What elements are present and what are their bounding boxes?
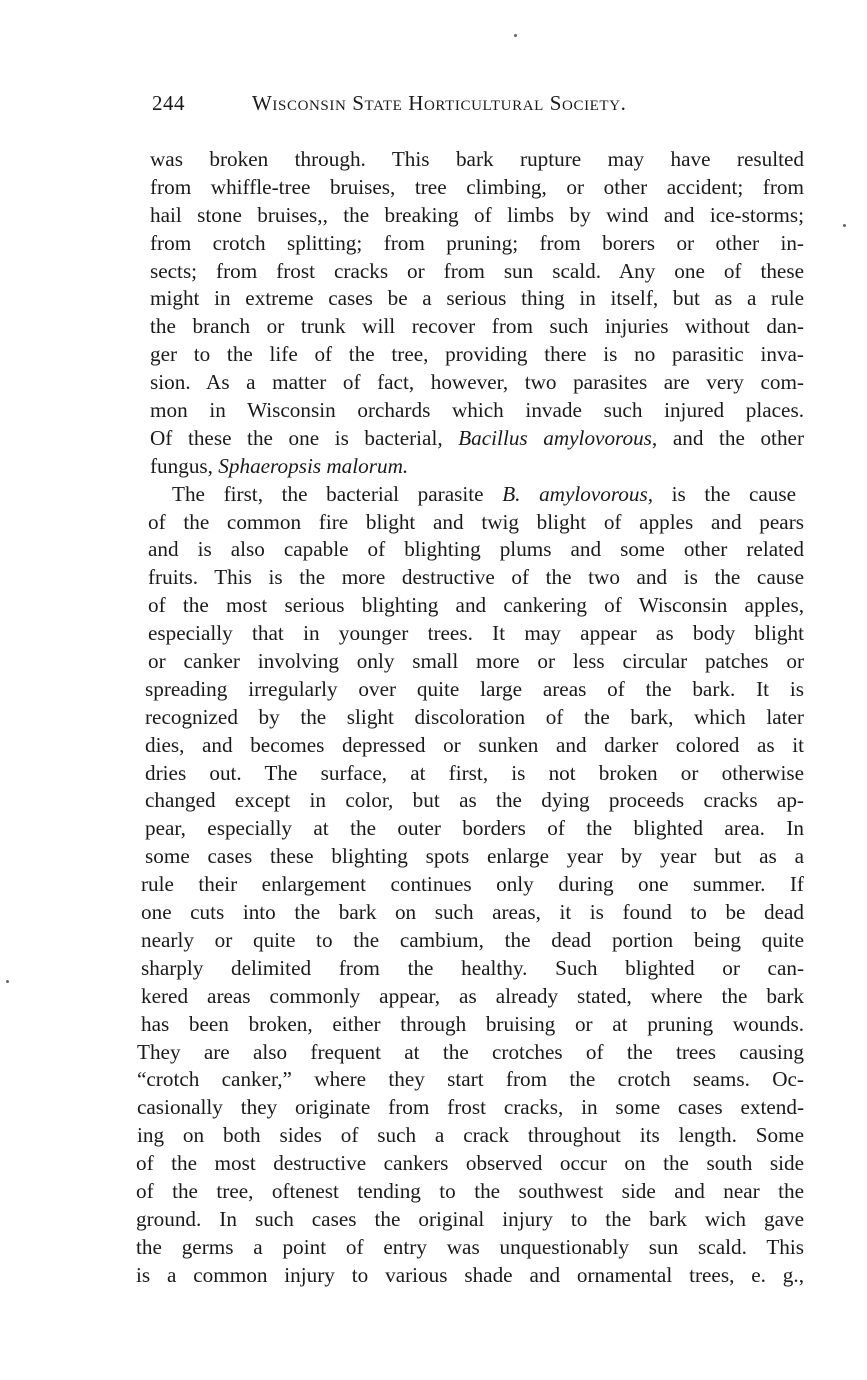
text-line: from whiffle-tree bruises, tree climbing, or other accident; from: [150, 174, 804, 199]
text-line: or canker involving only small more or less circular patches or: [148, 649, 804, 674]
text-line: of the tree, oftenest tending to the southwest side and near the: [136, 1178, 804, 1203]
paper-speck: [6, 980, 9, 983]
text-line: hail stone bruises,, the breaking of limbs by wind and ice-storms;: [150, 202, 804, 227]
species-name: B. amylovorous,: [502, 481, 654, 506]
text-line: changed except in color, but as the dying proceeds cracks ap-: [145, 788, 804, 813]
text-line: sharply delimited from the healthy. Such blighted or can-: [141, 955, 804, 980]
running-head: [152, 88, 712, 118]
text-line: [136, 453, 804, 481]
body-text: [136, 146, 804, 1290]
text-line: [136, 425, 804, 453]
text-line: mon in Wisconsin orchards which invade such injured places.: [150, 398, 804, 423]
text-line: of the most serious blighting and cankering of Wisconsin apples,: [148, 593, 804, 618]
text-line: the branch or trunk will recover from such injuries without dan-: [150, 314, 804, 339]
text-line: sion. As a matter of fact, however, two parasites are very com-: [150, 370, 804, 395]
text-line: kered areas commonly appear, as already stated, where the bark: [141, 983, 804, 1008]
text-line: of the common fire blight and twig blight of apples and pears: [148, 509, 804, 534]
text-line: They are also frequent at the crotches of the trees causing: [137, 1039, 804, 1064]
text-line: ger to the life of the tree, providing there is no parasitic inva-: [150, 342, 804, 367]
text-line: pear, especially at the outer borders of the blighted area. In: [145, 816, 804, 841]
text-line: [136, 481, 796, 509]
text-line: the germs a point of entry was unquestionably sun scald. This: [136, 1234, 804, 1259]
text-segment: and the other: [657, 425, 804, 450]
running-title: Wisconsin State Horticultural Society.: [252, 91, 627, 115]
text-line: dies, and becomes depressed or sunken and darker colored as it: [145, 732, 804, 757]
species-name: Sphaeropsis malorum.: [218, 453, 409, 478]
text-line: of the most destructive cankers observed occur on the south side: [136, 1151, 804, 1176]
paper-speck: [843, 224, 846, 227]
text-line: rule their enlargement continues only during one summer. If: [141, 872, 804, 897]
species-name: Bacillus amylovorous,: [458, 425, 658, 450]
text-segment: is the cause: [653, 481, 796, 506]
text-segment: Of these the one is bacterial,: [150, 425, 459, 450]
text-line: “crotch canker,” where they start from the crotch seams. Oc-: [137, 1067, 804, 1092]
text-line: one cuts into the bark on such areas, it is found to be dead: [141, 900, 804, 925]
text-line: from crotch splitting; from pruning; from borers or other in-: [150, 230, 804, 255]
text-line: some cases these blighting spots enlarge year by year but as a: [145, 844, 804, 869]
text-line: ground. In such cases the original injury to the bark wich gave: [136, 1206, 804, 1231]
text-segment: fungus,: [150, 453, 219, 478]
text-line: is a common injury to various shade and ornamental trees, e. g.,: [136, 1262, 804, 1287]
text-line: and is also capable of blighting plums and some other related: [148, 537, 804, 562]
text-line: ing on both sides of such a crack throughout its length. Some: [137, 1123, 804, 1148]
paper-speck: [514, 34, 517, 37]
text-line: nearly or quite to the cambium, the dead portion being quite: [141, 927, 804, 952]
text-line: might in extreme cases be a serious thing in itself, but as a rule: [150, 286, 804, 311]
text-segment: The first, the bacterial parasite: [172, 481, 503, 506]
text-line: spreading irregularly over quite large areas of the bark. It is: [145, 676, 804, 701]
text-line: fruits. This is the more destructive of the two and is the cause: [148, 565, 804, 590]
text-line: casionally they originate from frost cracks, in some cases extend-: [137, 1095, 804, 1120]
text-line: has been broken, either through bruising or at pruning wounds.: [141, 1011, 804, 1036]
page-number: 244: [152, 91, 185, 115]
text-line: was broken through. This bark rupture may have resulted: [150, 147, 804, 171]
text-line: sects; from frost cracks or from sun scald. Any one of these: [150, 258, 804, 283]
text-line: dries out. The surface, at first, is not broken or otherwise: [145, 760, 804, 785]
text-line: recognized by the slight discoloration of the bark, which later: [145, 704, 804, 729]
text-line: especially that in younger trees. It may appear as body blight: [148, 621, 804, 646]
